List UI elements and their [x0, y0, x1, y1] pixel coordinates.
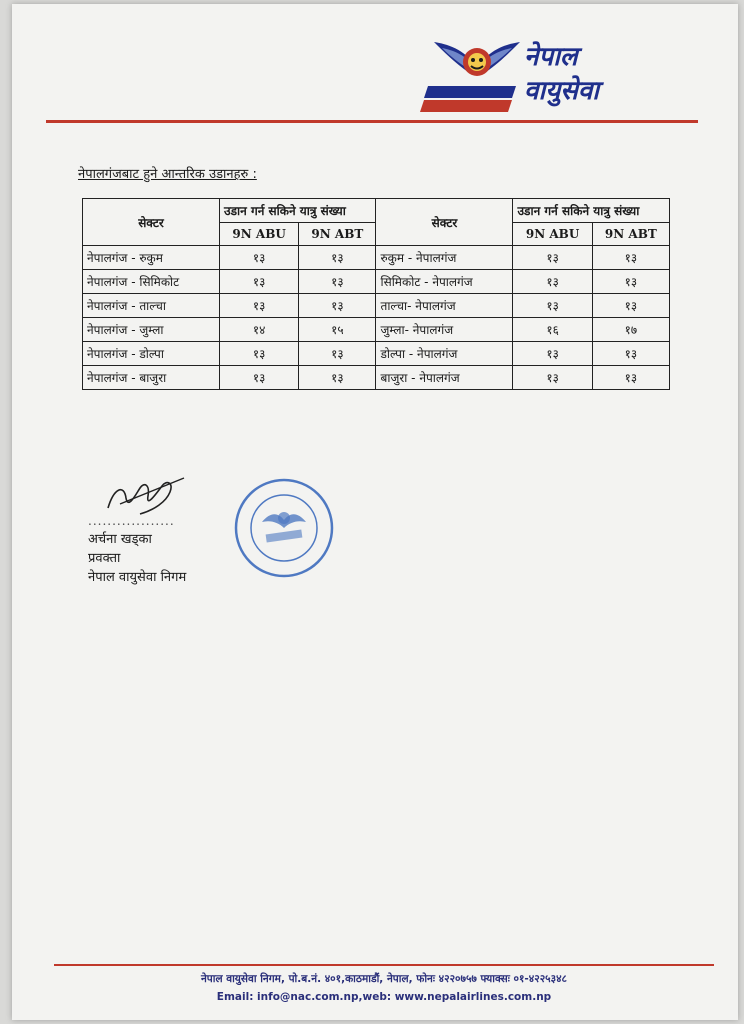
logo-stripes-icon — [420, 86, 516, 112]
inbound-sector: जुम्ला- नेपालगंज — [376, 318, 513, 342]
footer-rule — [54, 964, 714, 966]
aircraft-header: 9N ABT — [592, 223, 669, 246]
seats-abu: १३ — [220, 366, 299, 390]
outbound-sector: नेपालगंज - डोल्पा — [83, 342, 220, 366]
seats-abu: १३ — [220, 294, 299, 318]
seats-abu: १३ — [220, 246, 299, 270]
footer-contact: Email: info@nac.com.np,web: www.nepalairlines.com.np — [216, 991, 552, 1003]
aircraft-header: 9N ABU — [513, 223, 592, 246]
seats-abt: १३ — [299, 294, 376, 318]
airline-emblem-icon — [434, 38, 520, 86]
inbound-sector: सिमिकोट - नेपालगंज — [376, 270, 513, 294]
inbound-sector: ताल्चा- नेपालगंज — [376, 294, 513, 318]
outbound-sector: नेपालगंज - रुकुम — [83, 246, 220, 270]
outbound-sector: नेपालगंज - बाजुरा — [83, 366, 220, 390]
inbound-sector: रुकुम - नेपालगंज — [376, 246, 513, 270]
flights-table — [82, 198, 670, 390]
document-page — [12, 4, 738, 1020]
sector-header: सेक्टर — [376, 199, 513, 246]
table-row — [83, 342, 670, 366]
table-row — [83, 246, 670, 270]
sector-header: सेक्टर — [83, 199, 220, 246]
seats-abt: १३ — [592, 366, 669, 390]
seats-abt: १३ — [299, 246, 376, 270]
signatory-block — [88, 530, 186, 587]
signature-line: .................. — [88, 514, 175, 528]
seats-abu: १६ — [513, 318, 592, 342]
outbound-sector: नेपालगंज - ताल्चा — [83, 294, 220, 318]
seats-abt: १३ — [299, 342, 376, 366]
outbound-sector: नेपालगंज - सिमिकोट — [83, 270, 220, 294]
capacity-header: उडान गर्न सकिने यात्रु संख्या — [513, 199, 670, 223]
seats-abt: १५ — [299, 318, 376, 342]
seats-abu: १३ — [513, 270, 592, 294]
table-header-row — [83, 199, 670, 223]
footer — [54, 970, 714, 1006]
seats-abt: १३ — [592, 270, 669, 294]
seats-abu: १३ — [220, 270, 299, 294]
logo-wordmark — [524, 40, 599, 108]
seats-abu: १३ — [513, 366, 592, 390]
nepal-airlines-logo — [420, 38, 670, 118]
table-row — [83, 294, 670, 318]
signatory-name: अर्चना खड्का — [88, 532, 152, 547]
seats-abt: १३ — [299, 366, 376, 390]
seats-abt: १३ — [592, 342, 669, 366]
seats-abt: १७ — [592, 318, 669, 342]
table-row — [83, 366, 670, 390]
footer-address: नेपाल वायुसेवा निगम, पो.ब.नं. ४०१,काठमाडौं, नेपाल, फोनः ४२२०७५७ फ्याक्सः ०१-४२२५३४८ — [200, 973, 568, 985]
inbound-sector: बाजुरा - नेपालगंज — [376, 366, 513, 390]
signatory-organization: नेपाल वायुसेवा निगम — [88, 570, 187, 585]
seats-abu: १३ — [513, 294, 592, 318]
logo-line1: नेपाल — [524, 42, 578, 72]
header-rule — [46, 120, 698, 123]
aircraft-header: 9N ABT — [299, 223, 376, 246]
seats-abt: १३ — [592, 246, 669, 270]
aircraft-header: 9N ABU — [220, 223, 299, 246]
outbound-sector: नेपालगंज - जुम्ला — [83, 318, 220, 342]
page-heading: नेपालगंजबाट हुने आन्तरिक उडानहरु : — [78, 167, 257, 182]
table-row — [83, 318, 670, 342]
seats-abu: १३ — [220, 342, 299, 366]
logo-line2: वायुसेवा — [524, 76, 600, 106]
seats-abu: १३ — [513, 246, 592, 270]
capacity-header: उडान गर्न सकिने यात्रु संख्या — [220, 199, 376, 223]
table-row — [83, 270, 670, 294]
seats-abt: १३ — [299, 270, 376, 294]
seats-abu: १४ — [220, 318, 299, 342]
seats-abu: १३ — [513, 342, 592, 366]
signatory-title: प्रवक्ता — [88, 551, 121, 566]
inbound-sector: डोल्पा - नेपालगंज — [376, 342, 513, 366]
official-stamp-icon — [232, 476, 336, 580]
seats-abt: १३ — [592, 294, 669, 318]
